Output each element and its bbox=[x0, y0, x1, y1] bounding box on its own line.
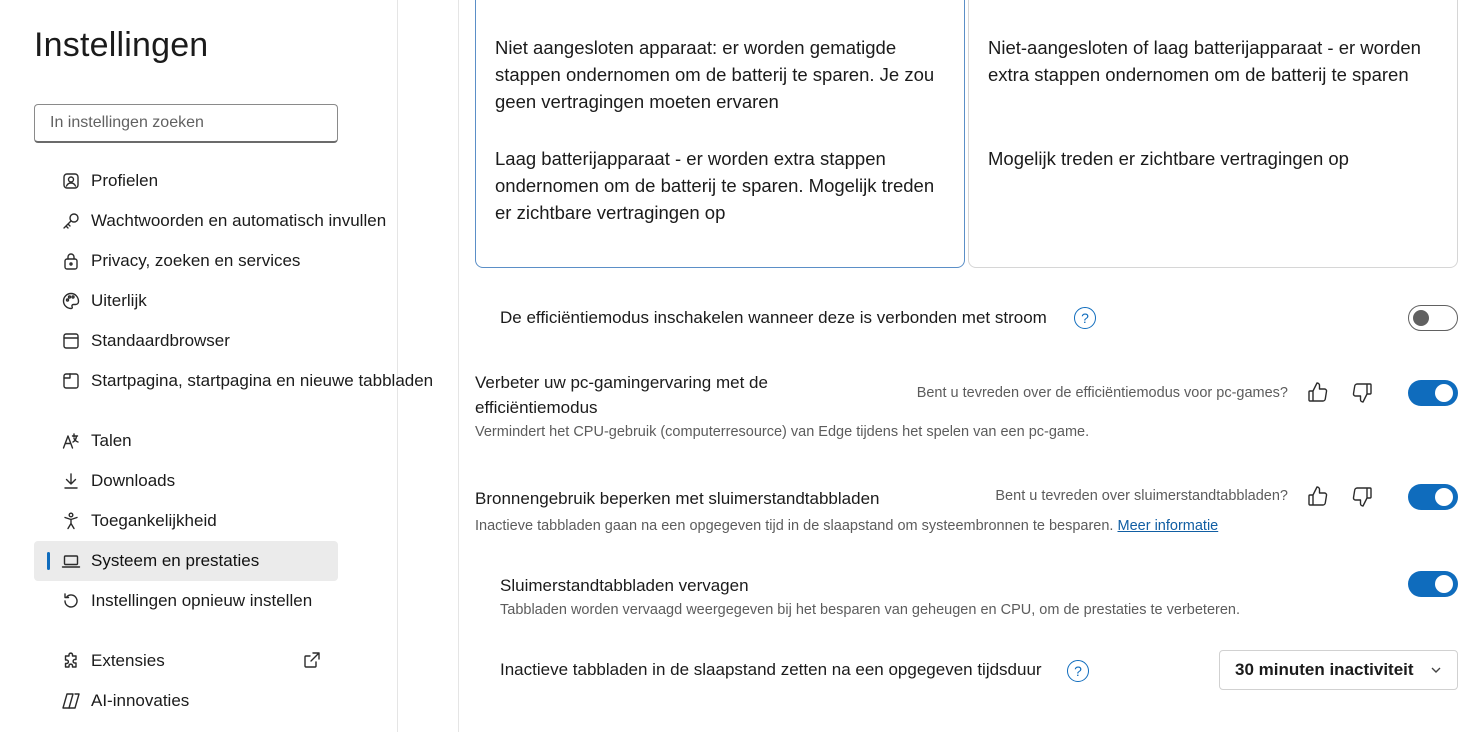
toggle-knob bbox=[1413, 310, 1429, 326]
sidebar-item-label: Instellingen opnieuw instellen bbox=[91, 591, 313, 610]
toggle-knob bbox=[1435, 575, 1453, 593]
sidebar-item-label: Systeem en prestaties bbox=[91, 551, 260, 570]
sidebar-item-downloads[interactable] bbox=[34, 461, 338, 501]
sidebar-item-default-browser[interactable] bbox=[34, 321, 338, 361]
thumbs-up-icon[interactable] bbox=[1306, 484, 1330, 508]
sidebar-item-label: Extensies bbox=[91, 651, 165, 670]
card-text: Niet-aangesloten of laag batterijapparaat - er worden extra stappen ondernomen om de batterij te sparen bbox=[988, 37, 1421, 85]
page-title: Instellingen bbox=[34, 26, 209, 64]
gaming-feedback-question: Bent u tevreden over de efficiëntiemodus voor pc-games? bbox=[916, 385, 1288, 401]
sidebar-item-ai[interactable] bbox=[34, 681, 338, 721]
efficiency-plugged-toggle[interactable] bbox=[1408, 305, 1458, 331]
sidebar-item-label: Privacy, zoeken en services bbox=[91, 251, 301, 270]
efficiency-option-balanced[interactable] bbox=[475, 0, 965, 268]
sidebar-item-label: Startpagina, startpagina en nieuwe tabbladen bbox=[91, 371, 434, 390]
sleeping-tabs-toggle[interactable] bbox=[1408, 484, 1458, 510]
profile-icon bbox=[60, 170, 82, 192]
sleeping-tabs-description bbox=[475, 518, 1218, 534]
dropdown-value: 30 minuten inactiviteit bbox=[1235, 660, 1414, 679]
sidebar-item-languages[interactable] bbox=[34, 421, 338, 461]
toggle-knob bbox=[1435, 488, 1453, 506]
gaming-label-line1: Verbeter uw pc-gamingervaring met de bbox=[475, 373, 768, 392]
external-link-icon[interactable] bbox=[302, 650, 324, 672]
download-icon bbox=[60, 470, 82, 492]
sidebar-item-label: Downloads bbox=[91, 471, 176, 490]
sidebar-item-passwords[interactable] bbox=[34, 201, 387, 241]
search-input[interactable] bbox=[35, 105, 337, 141]
fade-tabs-description: Tabbladen worden vervaagd weergegeven bij het besparen van geheugen en CPU, om de prestaties te verbeteren. bbox=[500, 602, 1240, 618]
sidebar-item-appearance[interactable] bbox=[34, 281, 338, 321]
search-box[interactable] bbox=[34, 104, 338, 143]
sidebar bbox=[0, 0, 434, 732]
gaming-label-line2: efficiëntiemodus bbox=[475, 398, 598, 417]
help-icon[interactable]: ? bbox=[1067, 660, 1089, 682]
sidebar-item-profiles[interactable] bbox=[34, 161, 338, 201]
palette-icon bbox=[60, 290, 82, 312]
ai-icon bbox=[60, 690, 82, 712]
accessibility-icon bbox=[60, 510, 82, 532]
sidebar-item-accessibility[interactable] bbox=[34, 501, 338, 541]
sidebar-item-start-page[interactable] bbox=[34, 361, 434, 401]
sidebar-item-label: Toegankelijkheid bbox=[91, 511, 217, 530]
fade-tabs-toggle[interactable] bbox=[1408, 571, 1458, 597]
efficiency-plugged-label: De efficiëntiemodus inschakelen wanneer deze is verbonden met stroom bbox=[500, 308, 1047, 327]
card-text: Mogelijk treden er zichtbare vertragingen op bbox=[988, 148, 1349, 169]
sidebar-item-label: AI-innovaties bbox=[91, 691, 190, 710]
toggle-knob bbox=[1435, 384, 1453, 402]
sidebar-item-privacy[interactable] bbox=[34, 241, 338, 281]
help-icon[interactable]: ? bbox=[1074, 307, 1096, 329]
sidebar-item-label: Profielen bbox=[91, 171, 159, 190]
tab-page-icon bbox=[60, 370, 82, 392]
chevron-down-icon bbox=[1429, 663, 1443, 677]
thumbs-up-icon[interactable] bbox=[1306, 380, 1330, 404]
thumbs-down-icon[interactable] bbox=[1350, 485, 1374, 509]
sidebar-item-label: Wachtwoorden en automatisch invullen bbox=[91, 211, 387, 230]
sleeping-tabs-label: Bronnengebruik beperken met sluimerstandtabbladen bbox=[475, 489, 880, 508]
sleeping-tabs-description-text: Inactieve tabbladen gaan na een opgegeven tijd in de slaapstand om systeembronnen te besparen. bbox=[475, 518, 1114, 534]
gaming-toggle[interactable] bbox=[1408, 380, 1458, 406]
card-text: Niet aangesloten apparaat: er worden gematigde stappen ondernomen om de batterij te sparen. Je zou geen vertragingen moeten ervaren bbox=[495, 37, 935, 112]
browser-icon bbox=[60, 330, 82, 352]
sleep-after-label: Inactieve tabbladen in de slaapstand zetten na een opgegeven tijdsduur bbox=[500, 660, 1042, 679]
sleeping-tabs-feedback-question: Bent u tevreden over sluimerstandtabbladen? bbox=[995, 488, 1288, 504]
fade-tabs-label: Sluimerstandtabbladen vervagen bbox=[500, 576, 749, 595]
sidebar-item-label: Standaardbrowser bbox=[91, 331, 230, 350]
sidebar-item-label: Uiterlijk bbox=[91, 291, 147, 310]
key-icon bbox=[60, 210, 82, 232]
sidebar-item-extensions[interactable] bbox=[34, 641, 294, 681]
efficiency-option-maximum[interactable] bbox=[968, 0, 1458, 268]
laptop-icon bbox=[60, 550, 82, 572]
language-icon bbox=[60, 430, 82, 452]
puzzle-icon bbox=[60, 650, 82, 672]
sidebar-item-system[interactable] bbox=[34, 541, 338, 581]
learn-more-link[interactable]: Meer informatie bbox=[1117, 518, 1219, 534]
sidebar-item-reset[interactable] bbox=[34, 581, 338, 621]
lock-icon bbox=[60, 250, 82, 272]
card-text: Laag batterijapparaat - er worden extra stappen ondernomen om de batterij te sparen. Mogelijk treden er zichtbare vertragingen op bbox=[495, 148, 935, 223]
gaming-description: Vermindert het CPU-gebruik (computerresource) van Edge tijdens het spelen van een pc-game. bbox=[475, 424, 1090, 440]
reset-icon bbox=[60, 590, 82, 612]
sidebar-item-label: Talen bbox=[91, 431, 132, 450]
thumbs-down-icon[interactable] bbox=[1350, 381, 1374, 405]
main-content bbox=[458, 0, 1462, 732]
sleep-after-dropdown[interactable] bbox=[1219, 650, 1458, 690]
